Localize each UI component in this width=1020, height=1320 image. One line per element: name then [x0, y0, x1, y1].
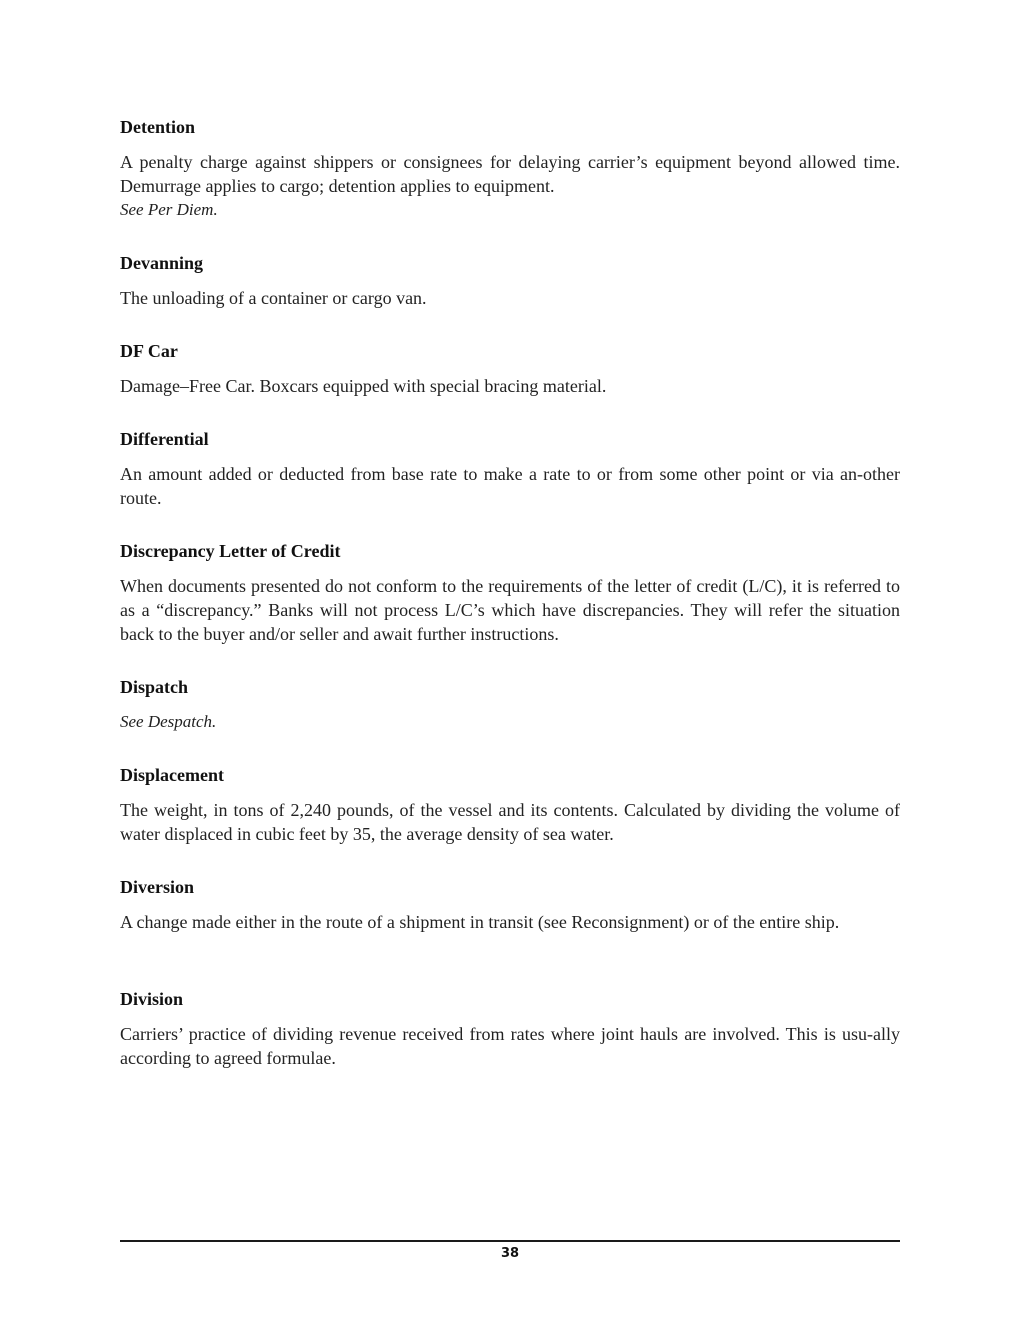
entry-term: Division: [120, 989, 184, 1009]
entry-definition: When documents presented do not conform to the requirements of the letter of credit (L/C), it is referred to as a “discrepancy.” Banks will not process L/C’s which have discrepancies. They will refer the situation back to the buyer and/or seller and await further instructions.: [120, 576, 900, 644]
glossary-entry-discrepancy-letter-of-credit: [120, 540, 900, 646]
entry-definition: A penalty charge against shippers or consignees for delaying carrier’s equipment beyond allowed time. Demurrage applies to cargo; detention applies to equipment.: [120, 152, 900, 196]
entry-definition: Damage–Free Car. Boxcars equipped with special bracing material.: [120, 376, 607, 396]
glossary-entry-differential: [120, 428, 900, 510]
glossary-entry-diversion: [120, 876, 900, 934]
glossary-entry-dispatch: [120, 676, 900, 734]
glossary-entry-devanning: [120, 252, 900, 310]
entry-term: Displacement: [120, 765, 224, 785]
entry-term: Differential: [120, 429, 209, 449]
entry-see-reference: See Despatch.: [120, 712, 217, 731]
footer-divider: [120, 1240, 900, 1242]
entry-term: Detention: [120, 117, 195, 137]
glossary-page: [120, 0, 900, 1320]
entry-definition: The unloading of a container or cargo van.: [120, 288, 427, 308]
glossary-entry-df-car: [120, 340, 900, 398]
entry-definition: A change made either in the route of a shipment in transit (see Reconsignment) or of the entire ship.: [120, 912, 840, 932]
glossary-entry-displacement: [120, 764, 900, 846]
glossary-entry-division: [120, 988, 900, 1070]
glossary-entry-detention: [120, 116, 900, 222]
entry-definition: An amount added or deducted from base rate to make a rate to or from some other point or via an-other route.: [120, 464, 900, 508]
entry-term: DF Car: [120, 341, 178, 361]
page-number: 38: [500, 1246, 520, 1261]
entry-see-reference: See Per Diem.: [120, 200, 218, 219]
entry-definition: Carriers’ practice of dividing revenue received from rates where joint hauls are involved. This is usu-ally according to agreed formulae.: [120, 1024, 900, 1068]
entry-definition: The weight, in tons of 2,240 pounds, of the vessel and its contents. Calculated by dividing the volume of water displaced in cubic feet by 35, the average density of sea water.: [120, 800, 900, 844]
entry-term: Dispatch: [120, 677, 189, 697]
entry-term: Diversion: [120, 877, 194, 897]
entry-term: Discrepancy Letter of Credit: [120, 541, 341, 561]
entry-term: Devanning: [120, 253, 204, 273]
